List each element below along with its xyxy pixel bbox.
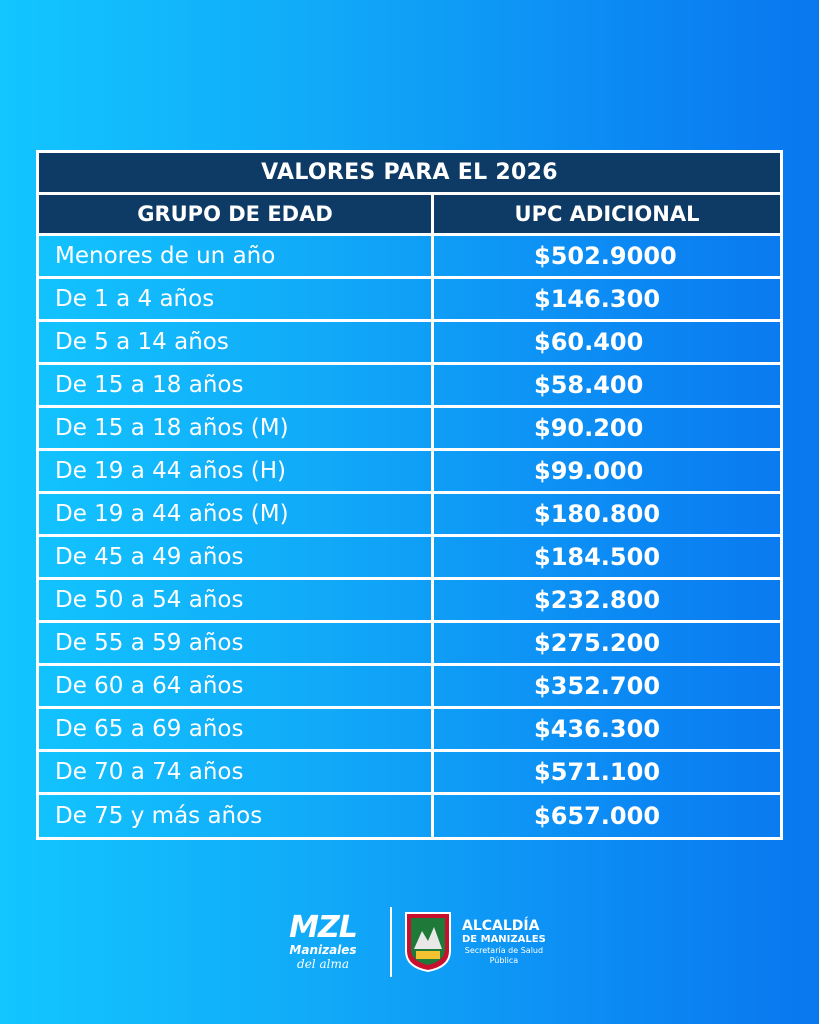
upc-value-cell: $502.9000 (534, 242, 677, 270)
mzl-logo (268, 910, 378, 971)
age-group-cell: De 55 a 59 años (39, 623, 434, 663)
age-group-cell: De 65 a 69 años (39, 709, 434, 749)
mzl-city: Manizales (289, 943, 357, 957)
age-group-cell: De 70 a 74 años (39, 752, 434, 792)
table-row (39, 365, 780, 408)
table-row (39, 322, 780, 365)
upc-value-cell: $99.000 (534, 457, 644, 485)
table-row (39, 752, 780, 795)
upc-value-cell: $275.200 (534, 629, 661, 657)
upc-value-cell: $352.700 (534, 672, 661, 700)
secretaria-line2: Pública (489, 956, 519, 965)
upc-value-cell: $232.800 (534, 586, 661, 614)
upc-value-cell: $146.300 (534, 285, 661, 313)
table-row (39, 408, 780, 451)
table-row (39, 623, 780, 666)
upc-value-cell: $657.000 (534, 802, 661, 830)
age-group-cell: De 50 a 54 años (39, 580, 434, 620)
table-header-row (39, 195, 780, 236)
table-row (39, 709, 780, 752)
header-upc-adicional: UPC ADICIONAL (514, 202, 700, 226)
age-group-cell: De 15 a 18 años (39, 365, 434, 405)
age-group-cell: Menores de un año (39, 236, 434, 276)
upc-value-cell: $180.800 (534, 500, 661, 528)
alcaldia-subtitle: DE MANIZALES (462, 934, 546, 945)
age-group-cell: De 15 a 18 años (M) (39, 408, 434, 448)
table-row (39, 666, 780, 709)
secretaria-line1: Secretaría de Salud (464, 946, 544, 955)
upc-value-cell: $90.200 (534, 414, 644, 442)
upc-values-table (36, 150, 783, 840)
age-group-cell: De 75 y más años (39, 795, 434, 837)
mzl-slogan: del alma (297, 957, 349, 971)
age-group-cell: De 19 a 44 años (H) (39, 451, 434, 491)
age-group-cell: De 19 a 44 años (M) (39, 494, 434, 534)
upc-value-cell: $58.400 (534, 371, 644, 399)
coat-of-arms-icon (404, 911, 452, 973)
age-group-cell: De 1 a 4 años (39, 279, 434, 319)
table-row (39, 580, 780, 623)
upc-value-cell: $436.300 (534, 715, 661, 743)
table-row (39, 494, 780, 537)
table-title: VALORES PARA EL 2026 (39, 153, 780, 195)
logo-divider (390, 907, 392, 977)
upc-value-cell: $184.500 (534, 543, 661, 571)
table-row (39, 279, 780, 322)
upc-value-cell: $60.400 (534, 328, 644, 356)
header-age-group: GRUPO DE EDAD (39, 195, 434, 233)
mzl-logo-text: MZL (289, 910, 357, 945)
table-row (39, 451, 780, 494)
table-row (39, 795, 780, 837)
table-row (39, 236, 780, 279)
table-row (39, 537, 780, 580)
age-group-cell: De 60 a 64 años (39, 666, 434, 706)
alcaldia-title: ALCALDÍA (462, 918, 540, 934)
alcaldia-text (462, 918, 546, 966)
age-group-cell: De 5 a 14 años (39, 322, 434, 362)
upc-value-cell: $571.100 (534, 758, 661, 786)
age-group-cell: De 45 a 49 años (39, 537, 434, 577)
footer-logos (268, 906, 558, 978)
